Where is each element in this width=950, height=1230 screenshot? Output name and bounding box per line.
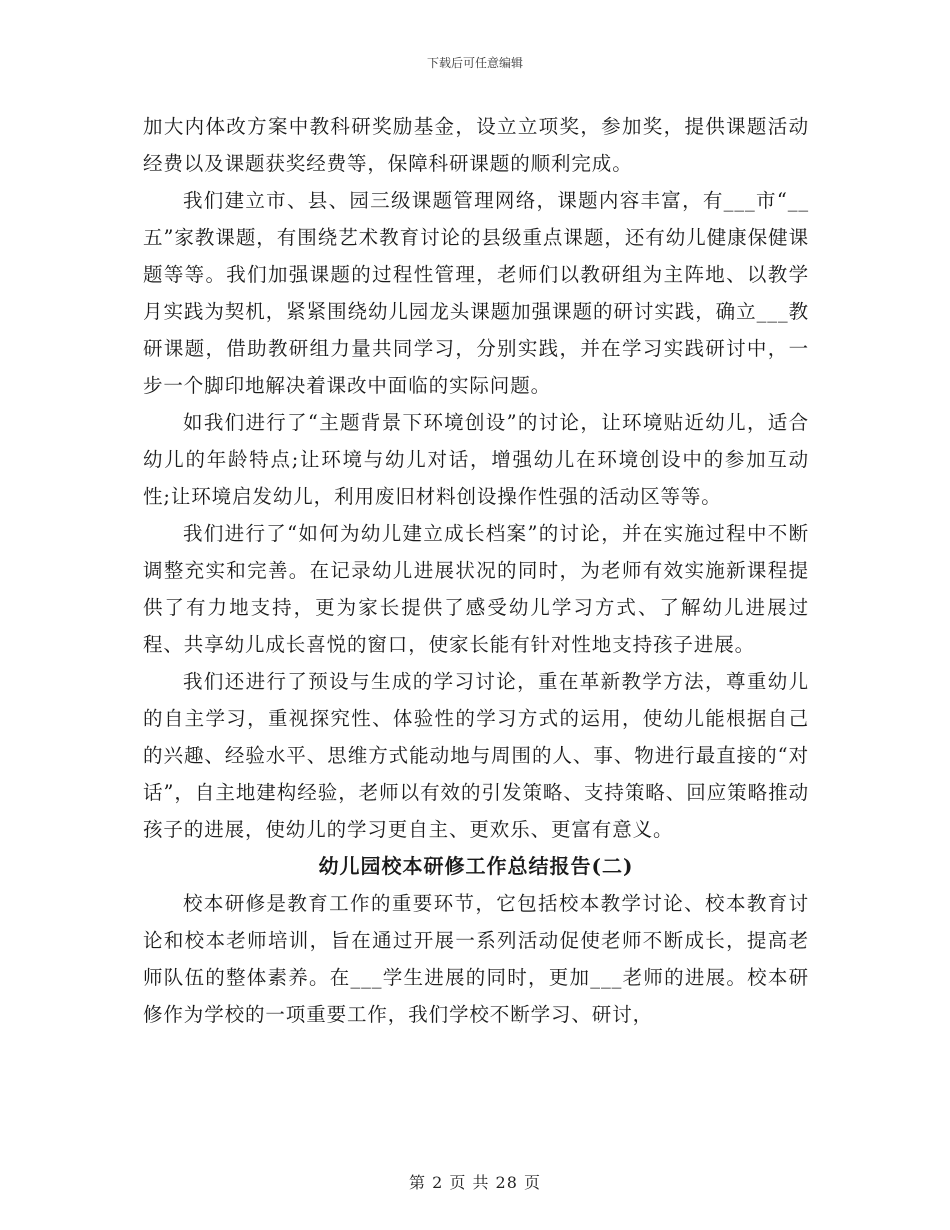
section-heading: 幼儿园校本研修工作总结报告(二) xyxy=(318,854,634,878)
paragraph-3: 如我们进行了“主题背景下环境创设”的讨论，让环境贴近幼儿，适合幼儿的年龄特点;让环境与幼儿对话，增强幼儿在环境创设中的参加互动性;让环境启发幼儿，利用废旧材料创设操作性强的活动区等等。 xyxy=(143,411,809,508)
paragraph-4: 我们进行了“如何为幼儿建立成长档案”的讨论，并在实施过程中不断调整充实和完善。在记录幼儿进展状况的同时，为老师有效实施新课程提供了有力地支持，更为家长提供了感受幼儿学习方式、了解幼儿进展过程、共享幼儿成长喜悦的窗口，使家长能有针对性地支持孩子进展。 xyxy=(143,522,809,656)
page-number: 第 2 页 共 28 页 xyxy=(409,1173,541,1192)
paragraph-5: 我们还进行了预设与生成的学习讨论，重在革新教学方法，尊重幼儿的自主学习，重视探究性、体验性的学习方式的运用，使幼儿能根据自己的兴趣、经验水平、思维方式能动地与周围的人、事、物进行最直接的“对话”，自主地建构经验，老师以有效的引发策略、支持策略、回应策略推动孩子的进展，使幼儿的学习更自主、更欢乐、更富有意义。 xyxy=(143,670,809,841)
paragraph-6: 校本研修是教育工作的重要环节，它包括校本教学讨论、校本教育讨论和校本老师培训，旨在通过开展一系列活动促使老师不断成长，提高老师队伍的整体素养。在___学生进展的同时，更加___老师的进展。校本研修作为学校的一项重要工作，我们学校不断学习、研讨， xyxy=(143,892,809,1026)
paragraph-2: 我们建立市、县、园三级课题管理网络，课题内容丰富，有___市“__五”家教课题，有围绕艺术教育讨论的县级重点课题，还有幼儿健康保健课题等等。我们加强课题的过程性管理，老师们以教研组为主阵地、以教学月实践为契机，紧紧围绕幼儿园龙头课题加强课题的研讨实践，确立___教研课题，借助教研组力量共同学习，分别实践，并在学习实践研讨中，一步一个脚印地解决着课改中面临的实际问题。 xyxy=(143,189,809,397)
page-header: 下载后可任意编辑 xyxy=(426,56,523,70)
paragraph-1: 加大内体改方案中教科研奖励基金，设立立项奖，参加奖，提供课题活动经费以及课题获奖经费等，保障科研课题的顺利完成。 xyxy=(143,115,809,175)
document-body xyxy=(143,108,809,1033)
